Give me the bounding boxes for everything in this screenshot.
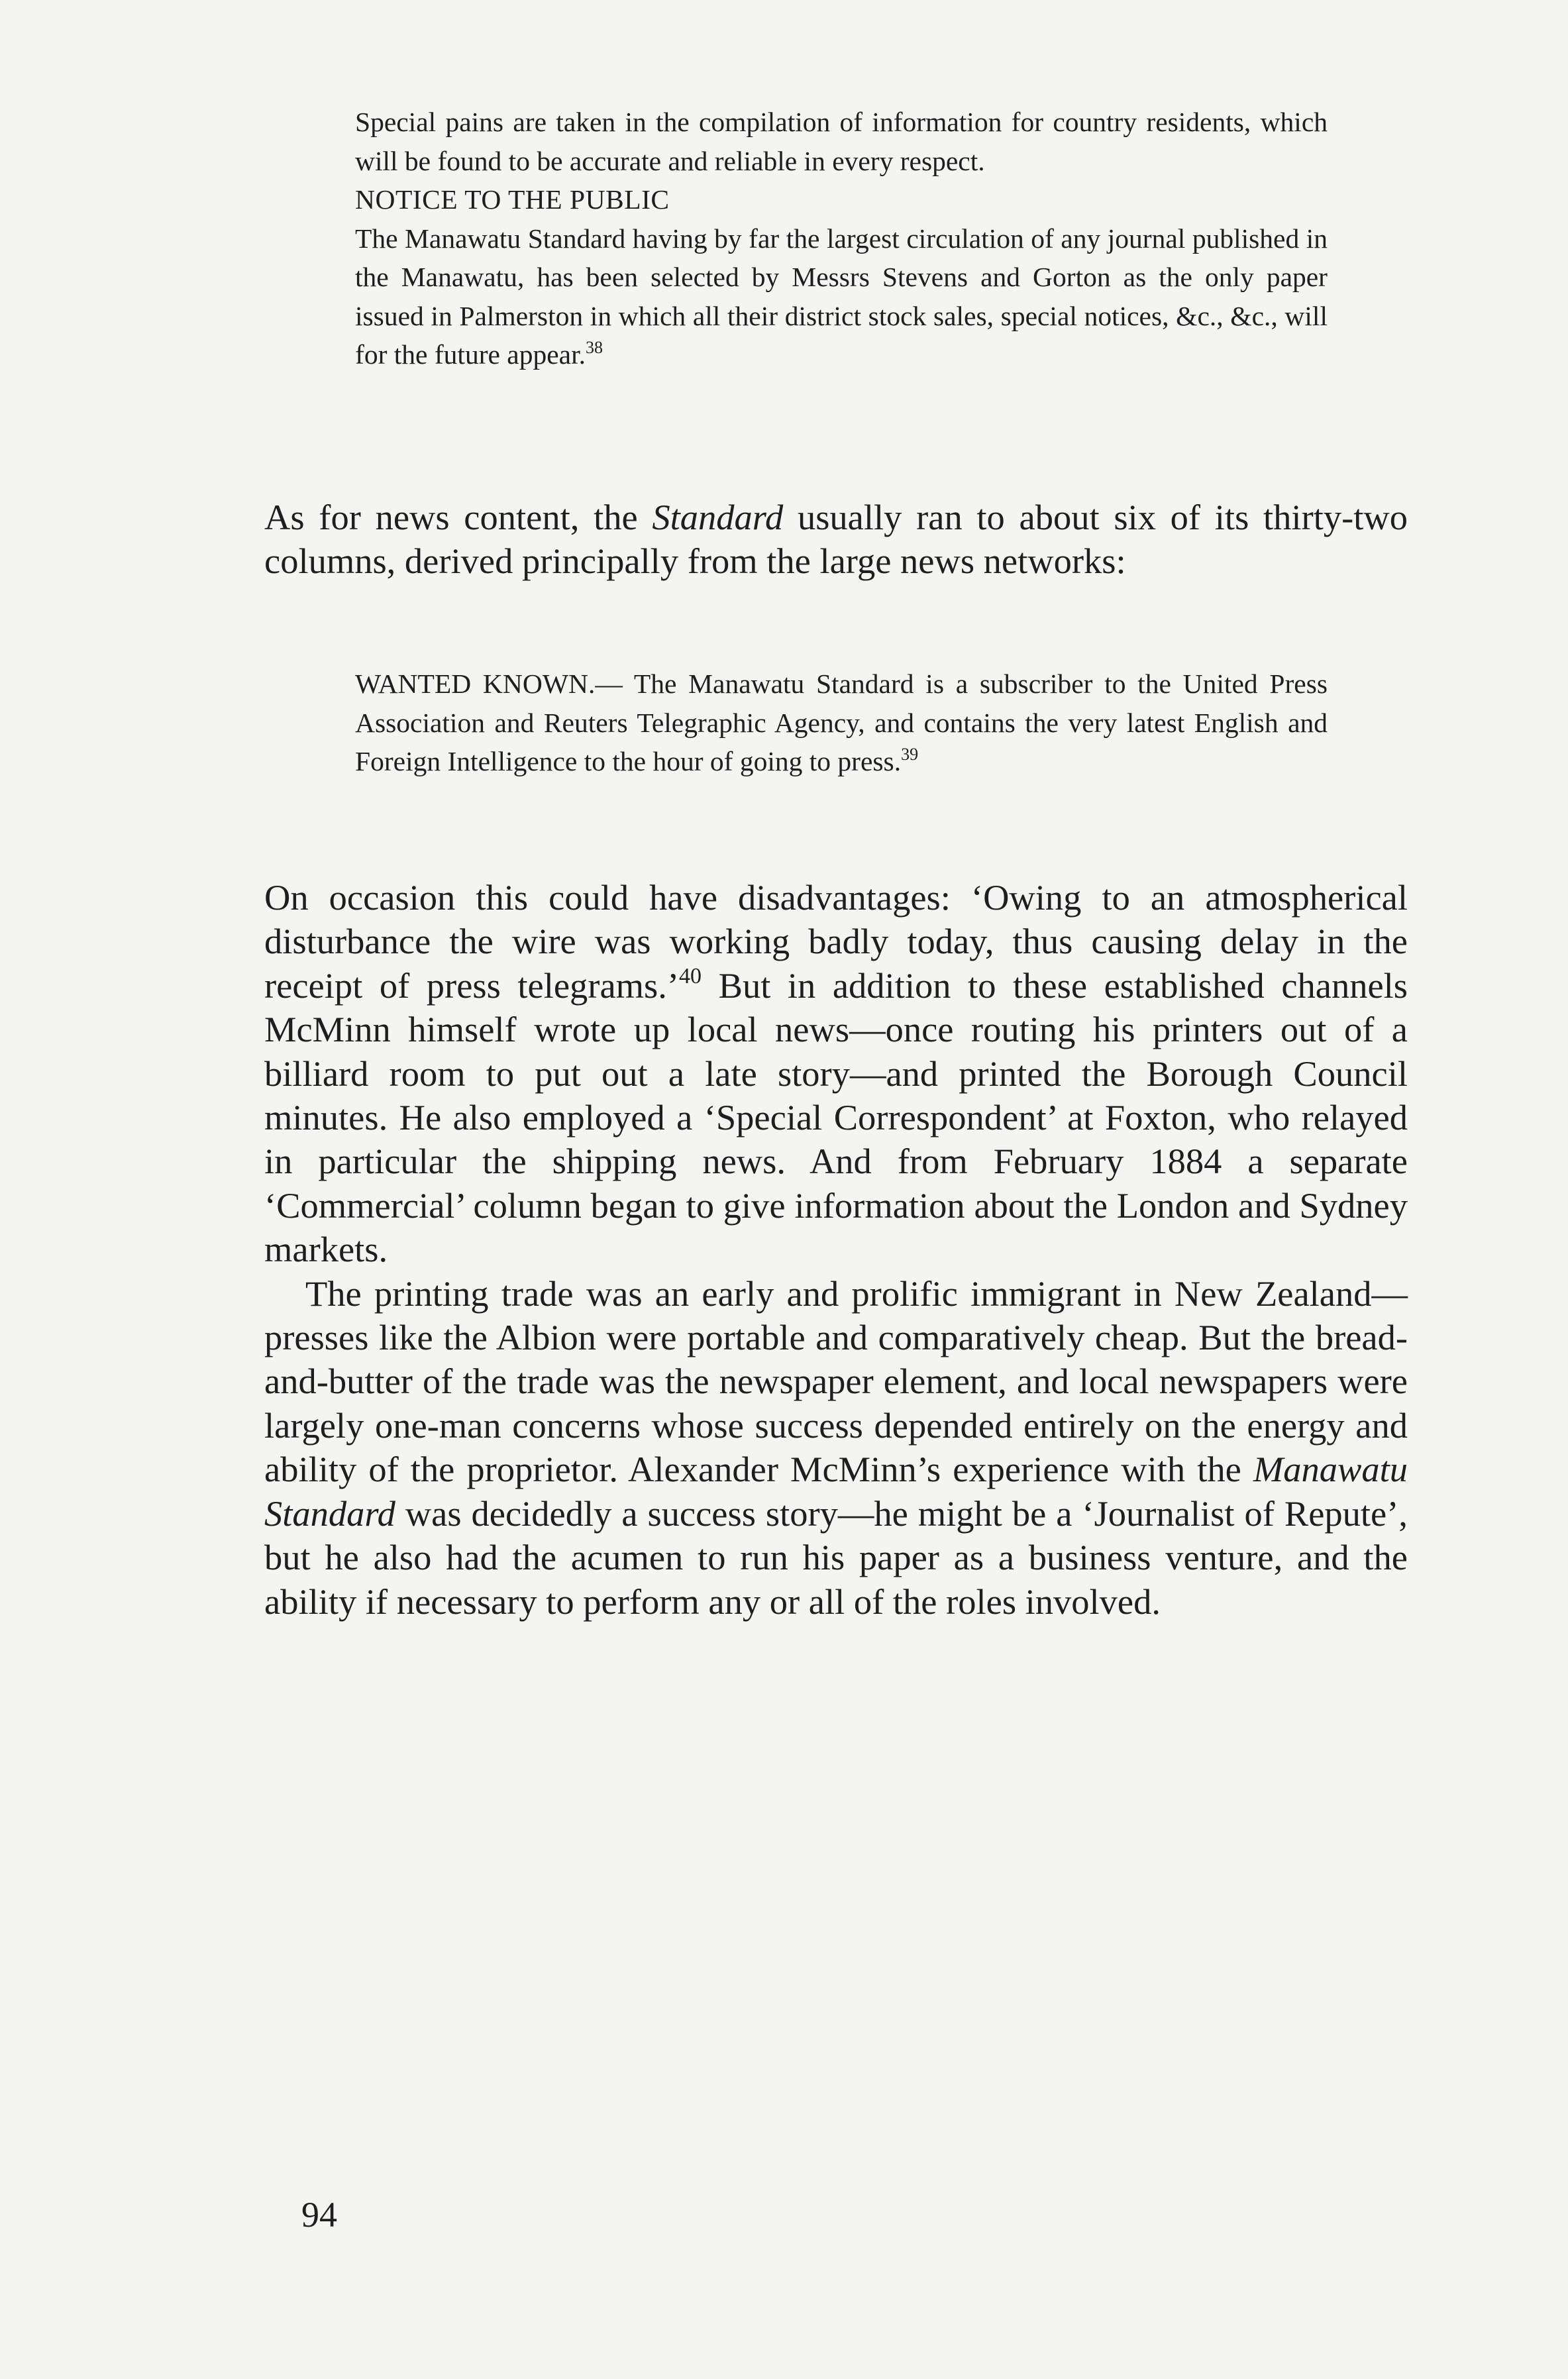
body-paragraph	[264, 496, 1408, 584]
block-quote-advertisement	[355, 103, 1328, 374]
quote-text: WANTED KNOWN.— The Manawatu Standard is a subscriber to the United Press Association and Reuters Telegraphic Agency, and contains the very latest English and Foreign Intelligence to the hour of going to press.	[355, 668, 1328, 776]
italic-title: Standard	[652, 497, 784, 537]
quote-paragraph	[355, 219, 1328, 374]
text-run: On occasion this could have disadvantages: ‘Owing to an atmospherical disturbance the wire was working badly today, thus causing delay in the receipt of press telegrams.’	[264, 877, 1408, 1006]
quote-heading: NOTICE TO THE PUBLIC	[355, 184, 670, 215]
text-run: As for news content, the	[264, 497, 653, 537]
page-number: 94	[301, 2195, 337, 2235]
footnote-marker: 39	[901, 745, 919, 764]
footnote-marker: 38	[585, 338, 603, 357]
text-run: The printing trade was an early and prolific immigrant in New Zealand—presses like the Albion were portable and comparatively cheap. But the bread-and-butter of the trade was the newspaper element, and local newspapers were largely one-man concerns whose success depended entirely on the energy and ability of the proprietor. Alexander McMinn’s experience with the	[264, 1273, 1408, 1490]
quote-paragraph: Special pains are taken in the compilation of information for country residents, which will be found to be accurate and reliable in every respect.	[355, 107, 1328, 176]
italic-title: Manawatu Standard	[264, 1449, 1408, 1534]
text-run: But in addition to these established channels McMinn himself wrote up local news—once routing his printers out of a billiard room to put out a late story—and printed the Borough Council minutes. He also employed a ‘Special Correspondent’ at Foxton, who relayed in particular the shipping news. And from February 1884 a separate ‘Commercial’ column began to give information about the London and Sydney markets.	[264, 965, 1408, 1270]
quote-paragraph	[355, 664, 1328, 781]
text-run: was decidedly a success story—he might be a ‘Journalist of Repute’, but he also had the acumen to run his paper as a business venture, and the ability if necessary to perform any or all of the roles involved.	[264, 1493, 1408, 1622]
footnote-marker: 40	[679, 963, 702, 988]
paragraph-text	[264, 1272, 1408, 1624]
body-section	[264, 876, 1408, 1624]
quote-text: The Manawatu Standard having by far the largest circulation of any journal published in the Manawatu, has been selected by Messrs Stevens and Gorton as the only paper issued in Palmerston in which all their district stock sales, special notices, &c., &c., will for the future appear.	[355, 223, 1328, 370]
paragraph-text	[264, 496, 1408, 584]
paragraph-text	[264, 876, 1408, 1272]
text-run: usually ran to about six of its thirty-two columns, derived principally from the large news networks:	[264, 497, 1408, 582]
block-quote-notice	[355, 664, 1328, 781]
